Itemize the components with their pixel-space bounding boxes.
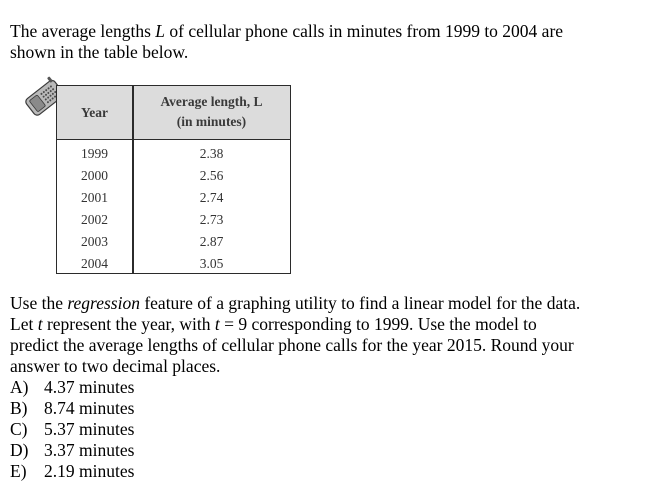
variable-l: L bbox=[155, 21, 166, 41]
table-row bbox=[57, 142, 290, 164]
emphasis-regression: regression bbox=[67, 293, 140, 313]
table-row bbox=[57, 208, 290, 230]
call-length-table bbox=[56, 85, 291, 274]
length-cell: 2.56 bbox=[199, 168, 224, 183]
header-length-label: Average length, L bbox=[160, 94, 263, 109]
intro-paragraph bbox=[10, 21, 563, 63]
choice-letter: B) bbox=[10, 398, 28, 418]
choice-text: 8.74 minutes bbox=[44, 398, 135, 418]
choice-e[interactable] bbox=[10, 461, 134, 482]
year-cell: 2002 bbox=[81, 212, 108, 227]
year-cell: 1999 bbox=[81, 146, 108, 161]
table-row bbox=[57, 164, 290, 186]
answer-choices bbox=[10, 377, 134, 482]
choice-a[interactable] bbox=[10, 377, 134, 398]
table-body bbox=[57, 142, 290, 274]
choice-d[interactable] bbox=[10, 440, 134, 461]
header-average-length bbox=[133, 92, 290, 132]
choice-letter: C) bbox=[10, 419, 28, 439]
choice-letter: E) bbox=[10, 461, 27, 481]
length-cell: 2.87 bbox=[199, 234, 224, 249]
header-year: Year bbox=[81, 105, 108, 120]
variable-t: t bbox=[37, 314, 43, 334]
intro-text: of cellular phone calls in minutes from 1999 to 2004 are bbox=[165, 21, 564, 41]
header-length-units: (in minutes) bbox=[176, 114, 247, 129]
year-cell: 2001 bbox=[81, 190, 108, 205]
question-text: represent the year, with bbox=[42, 314, 215, 334]
variable-t: t bbox=[214, 314, 220, 334]
table-row bbox=[57, 230, 290, 252]
table-row bbox=[57, 252, 290, 274]
year-cell: 2000 bbox=[81, 168, 108, 183]
year-cell: 2003 bbox=[81, 234, 108, 249]
question-text: Use the bbox=[10, 293, 68, 313]
choice-letter: A) bbox=[10, 377, 29, 397]
choice-text: 2.19 minutes bbox=[44, 461, 135, 481]
question-line-2 bbox=[10, 314, 580, 335]
choice-c[interactable] bbox=[10, 419, 134, 440]
choice-text: 4.37 minutes bbox=[44, 377, 135, 397]
year-cell: 2004 bbox=[81, 256, 108, 271]
choice-text: 3.37 minutes bbox=[44, 440, 135, 460]
length-cell: 3.05 bbox=[199, 256, 224, 271]
question-line-3: predict the average lengths of cellular phone calls for the year 2015. Round your bbox=[10, 335, 574, 355]
choice-text: 5.37 minutes bbox=[44, 419, 135, 439]
table-row bbox=[57, 186, 290, 208]
length-cell: 2.38 bbox=[199, 146, 224, 161]
intro-text: The average lengths bbox=[10, 21, 156, 41]
length-cell: 2.73 bbox=[199, 212, 224, 227]
choice-letter: D) bbox=[10, 440, 29, 460]
question-text: = 9 corresponding to 1999. Use the model to bbox=[219, 314, 537, 334]
length-cell: 2.74 bbox=[199, 190, 224, 205]
table-header bbox=[57, 86, 290, 140]
question-line-4: answer to two decimal places. bbox=[10, 356, 221, 376]
intro-line-2: shown in the table below. bbox=[10, 42, 189, 62]
question-paragraph bbox=[10, 293, 580, 377]
intro-line-1 bbox=[10, 21, 563, 42]
question-text: Let bbox=[10, 314, 38, 334]
question-text: feature of a graphing utility to find a linear model for the data. bbox=[139, 293, 581, 313]
question-line-1 bbox=[10, 293, 580, 314]
choice-b[interactable] bbox=[10, 398, 134, 419]
